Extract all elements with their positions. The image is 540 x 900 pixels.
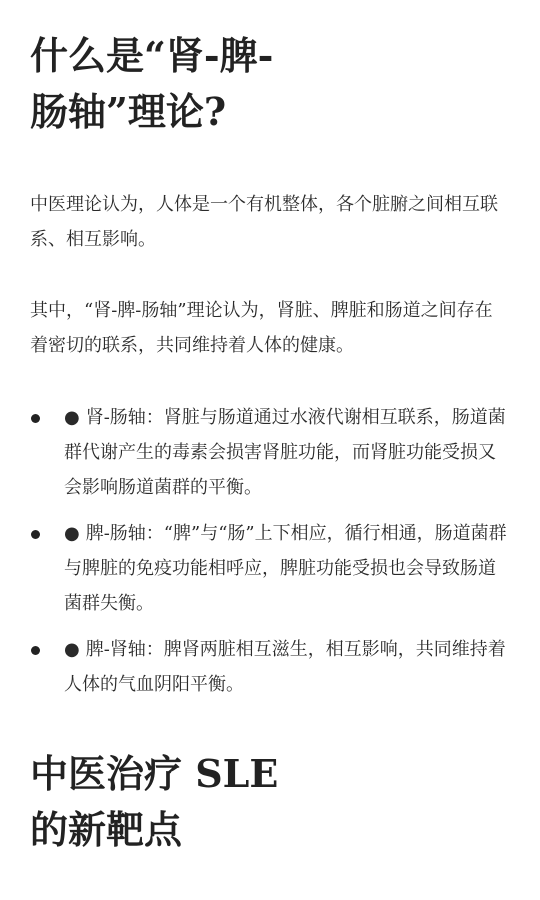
inline-bullet-icon: ●	[64, 523, 80, 544]
section-title-theory-line-1: 什么是“肾-脾-	[30, 33, 274, 78]
axis-list	[30, 400, 510, 702]
spacer	[30, 363, 510, 400]
spacer	[30, 713, 510, 746]
list-item-spleen-kidney	[30, 632, 510, 702]
spacer	[30, 257, 510, 293]
list-item-content: 肾-肠轴：肾脏与肠道通过水液代谢相互联系，肠道菌群代谢产生的毒素会损害肾脏功能，而肾脏功能受损又会影响肠道菌群的平衡。	[64, 407, 506, 498]
article-content	[30, 28, 510, 858]
list-item-content: 脾-肠轴：“脾”与“肠”上下相应，循行相通，肠道菌群与脾脏的免疫功能相呼应，脾脏功能受损也会导致肠道菌群失衡。	[64, 523, 507, 614]
list-item-spleen-intestine	[30, 516, 510, 621]
section-title-treatment-line-2: 的新靶点	[30, 807, 183, 852]
list-item-content: 脾-肾轴：脾肾两脏相互滋生，相互影响，共同维持着人体的气血阴阳平衡。	[64, 639, 506, 695]
inline-bullet-icon: ●	[64, 407, 80, 428]
inline-bullet-icon: ●	[64, 639, 80, 660]
list-item-kidney-intestine	[30, 400, 510, 505]
section-title-theory	[30, 28, 510, 140]
list-item-text	[64, 516, 510, 621]
list-item-text	[64, 632, 510, 702]
paragraph-axis-theory: 其中，“肾-脾-肠轴”理论认为，肾脏、脾脏和肠道之间存在着密切的联系，共同维持着人体的健康。	[30, 300, 493, 356]
list-item-text	[64, 400, 510, 505]
bullet-icon	[31, 646, 40, 655]
spacer	[30, 140, 510, 187]
section-title-treatment-line-1: 中医治疗 SLE	[30, 751, 279, 796]
section-title-theory-line-2: 肠轴”理论?	[30, 89, 227, 134]
paragraph-overview: 中医理论认为，人体是一个有机整体，各个脏腑之间相互联系、相互影响。	[30, 194, 498, 250]
section-title-treatment	[30, 746, 510, 858]
bullet-icon	[31, 414, 40, 423]
bullet-icon	[31, 530, 40, 539]
